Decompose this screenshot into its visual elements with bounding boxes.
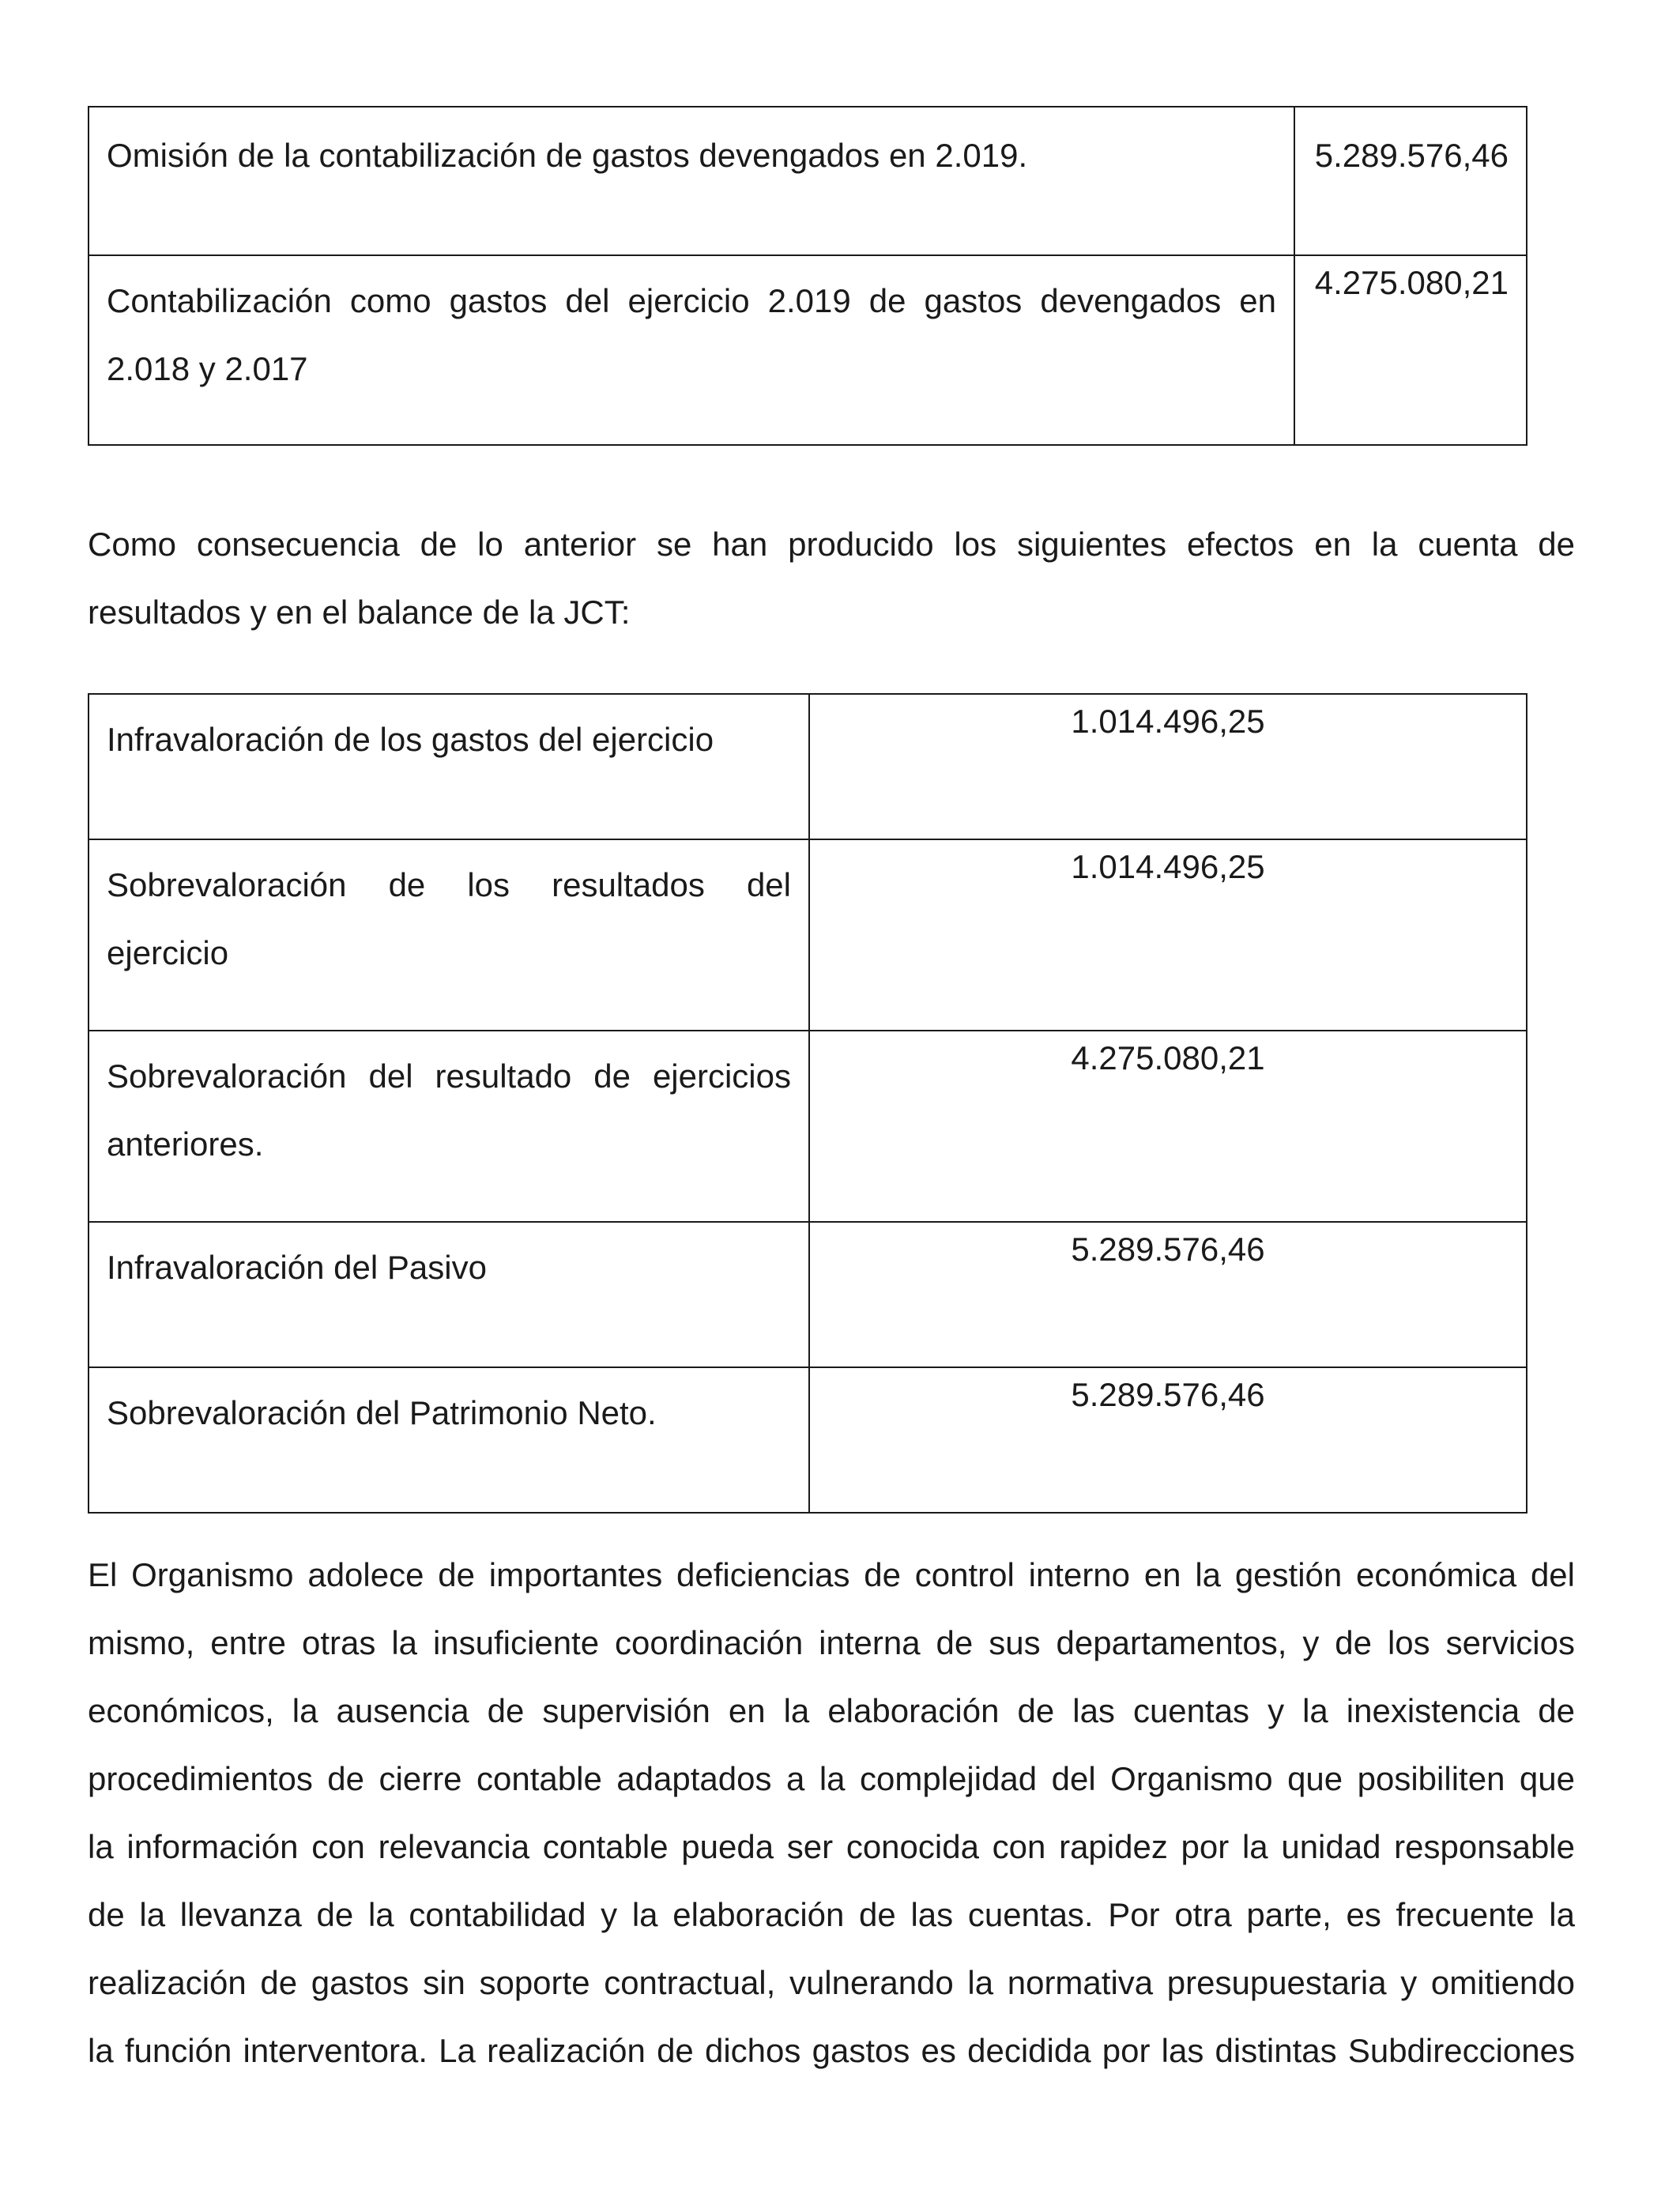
row-description: Contabilización como gastos del ejercicio 2.019 de gastos devengados en 2.018 y 2.017 [89,255,1294,445]
errors-table [88,106,1527,446]
paragraph-line: El Organismo adolece de importantes deficiencias de control interno en la gestión económica del [88,1556,1575,1593]
row-amount: 5.289.576,46 [809,1367,1527,1513]
paragraph-line: resultados y en el balance de la JCT: [88,594,631,631]
row-description: Infravaloración del Pasivo [89,1222,809,1367]
table-row [89,694,1527,839]
row-amount: 1.014.496,25 [809,839,1527,1031]
row-description: Infravaloración de los gastos del ejercicio [89,694,809,839]
row-amount: 4.275.080,21 [1294,255,1527,445]
table-row [89,1222,1527,1367]
table-row [89,107,1527,255]
paragraph-line: la función interventora. La realización de dichos gastos es decidida por las distintas Subdirecciones [88,2032,1575,2069]
table-row [89,839,1527,1031]
row-amount: 5.289.576,46 [809,1222,1527,1367]
paragraph-line: procedimientos de cierre contable adaptados a la complejidad del Organismo que posibiliten que [88,1760,1575,1797]
row-amount: 4.275.080,21 [809,1031,1527,1222]
intro-paragraph [88,511,1575,647]
paragraph-line: realización de gastos sin soporte contractual, vulnerando la normativa presupuestaria y omitiendo [88,1964,1575,2001]
row-description: Sobrevaloración del Patrimonio Neto. [89,1367,809,1513]
body-paragraph [88,1541,1575,2085]
table-row [89,255,1527,445]
row-description: Sobrevaloración de los resultados del ejercicio [89,839,809,1031]
row-amount: 1.014.496,25 [809,694,1527,839]
table-row [89,1367,1527,1513]
paragraph-line: Como consecuencia de lo anterior se han producido los siguientes efectos en la cuenta de [88,526,1575,563]
table-row [89,1031,1527,1222]
row-amount: 5.289.576,46 [1294,107,1527,255]
effects-table [88,693,1527,1514]
paragraph-line: mismo, entre otras la insuficiente coordinación interna de sus departamentos, y de los servicios [88,1624,1575,1661]
row-description: Sobrevaloración del resultado de ejercicios anteriores. [89,1031,809,1222]
paragraph-line: la información con relevancia contable pueda ser conocida con rapidez por la unidad responsable [88,1828,1575,1865]
paragraph-line: económicos, la ausencia de supervisión en la elaboración de las cuentas y la inexistencia de [88,1692,1575,1729]
row-description: Omisión de la contabilización de gastos devengados en 2.019. [89,107,1294,255]
paragraph-line: de la llevanza de la contabilidad y la elaboración de las cuentas. Por otra parte, es frecuente la [88,1896,1575,1933]
